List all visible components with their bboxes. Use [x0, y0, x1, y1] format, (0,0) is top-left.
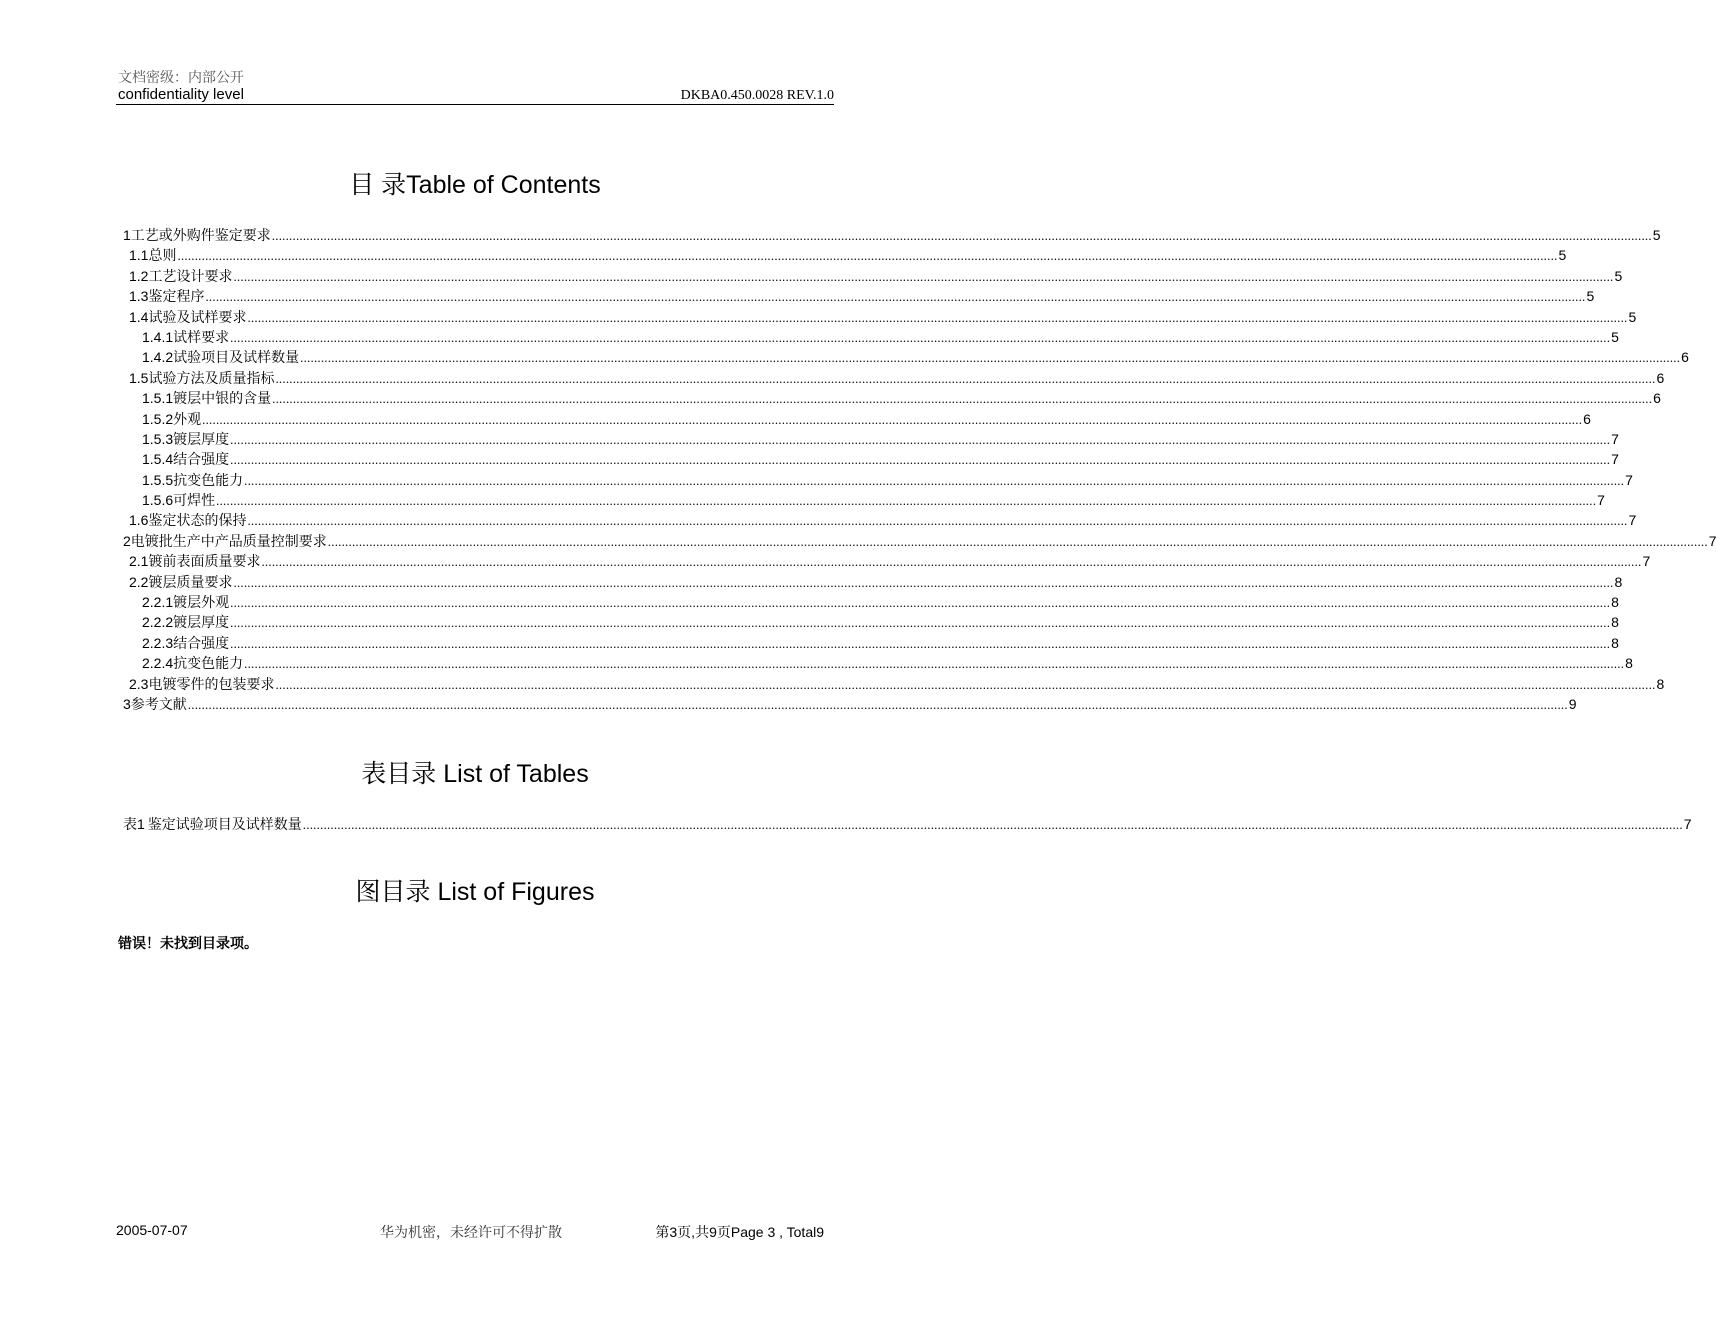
- table-list-page: 7: [1683, 816, 1692, 832]
- toc-entry[interactable]: [120, 388, 1661, 408]
- toc-entry[interactable]: [120, 633, 1619, 653]
- toc-entry-page: 5: [1611, 328, 1619, 345]
- toc-entry-title: 镀层质量要求: [148, 573, 233, 593]
- toc-entry[interactable]: [120, 286, 1595, 306]
- toc-entry-title: 结合强度: [173, 634, 230, 654]
- toc-entry-number: 2.2.3: [142, 634, 174, 651]
- toc-entry-page: 8: [1611, 614, 1619, 631]
- toc-dot-leader: ................................................................................................................................................................................................................................................................................................................................................................................................................: [230, 635, 1611, 651]
- toc-dot-leader: ................................................................................................................................................................................................................................................................................................................................................................................................................: [177, 248, 1558, 264]
- toc-entry-number: 2.3: [129, 675, 149, 692]
- toc-entry-title: 总则: [148, 246, 177, 266]
- toc-entry-number: 1.3: [129, 288, 149, 305]
- toc-dot-leader: ................................................................................................................................................................................................................................................................................................................................................................................................................: [233, 268, 1614, 284]
- toc-entry-title: 电镀零件的包装要求: [148, 675, 275, 695]
- toc-entry-title: 外观: [173, 410, 202, 430]
- toc-entry-number: 1.4.1: [142, 328, 174, 345]
- toc-entry-page: 8: [1656, 675, 1665, 692]
- header-security-en: confidentiality level: [118, 86, 244, 103]
- toc-entry-page: 7: [1611, 451, 1619, 468]
- toc-dot-leader: ................................................................................................................................................................................................................................................................................................................................................................................................................: [275, 676, 1656, 692]
- toc-dot-leader: ................................................................................................................................................................................................................................................................................................................................................................................................................: [247, 513, 1628, 529]
- toc-entry-number: 1.2: [129, 267, 149, 284]
- toc-entry-page: 6: [1681, 349, 1689, 366]
- toc-dot-leader: ................................................................................................................................................................................................................................................................................................................................................................................................................: [247, 309, 1628, 325]
- toc-entry-number: 1.5.3: [142, 430, 174, 447]
- toc-entry-number: 2.2.4: [142, 655, 174, 672]
- toc-entry-title: 镀层厚度: [173, 430, 230, 450]
- toc-dot-leader: ................................................................................................................................................................................................................................................................................................................................................................................................................: [187, 696, 1568, 712]
- footer-date: 2005-07-07: [116, 1222, 188, 1238]
- toc-entry-number: 2.1: [129, 553, 149, 570]
- footer-page-info: 第3页,共9页Page 3 , Total9: [655, 1224, 824, 1240]
- table-list-title: 鉴定试验项目及试样数量: [148, 815, 303, 835]
- toc-entry[interactable]: [120, 470, 1633, 490]
- toc-entry-title: 试验项目及试样数量: [173, 348, 300, 368]
- toc-entry-page: 8: [1611, 634, 1619, 651]
- toc-entry-page: 8: [1614, 573, 1623, 590]
- toc-entry-number: 2.2.1: [142, 594, 174, 611]
- toc-entry-number: 2: [123, 532, 131, 549]
- toc-entry-number: 1.5.1: [142, 390, 174, 407]
- toc-dot-leader: ................................................................................................................................................................................................................................................................................................................................................................................................................: [230, 431, 1611, 447]
- toc-entry[interactable]: [120, 674, 1665, 694]
- toc-entry-page: 7: [1611, 430, 1619, 447]
- toc-entry-title: 试样要求: [173, 328, 230, 348]
- toc-entry[interactable]: [120, 368, 1665, 388]
- toc-entry-title: 抗变色能力: [173, 654, 244, 674]
- header-security-cn: 文档密级：内部公开: [118, 70, 244, 86]
- tables-list: [120, 814, 1692, 834]
- toc-list: [120, 225, 1717, 714]
- toc-entry-page: 5: [1614, 267, 1623, 284]
- toc-entry[interactable]: [120, 510, 1637, 530]
- toc-entry[interactable]: [120, 694, 1577, 714]
- toc-entry[interactable]: [120, 409, 1591, 429]
- toc-entry-page: 6: [1656, 369, 1665, 386]
- footer-confidential: 华为机密，未经许可不得扩散: [380, 1225, 562, 1241]
- toc-entry-page: 5: [1586, 288, 1595, 305]
- toc-entry-page: 8: [1625, 655, 1633, 672]
- toc-entry-number: 1.4.2: [142, 349, 174, 366]
- tables-heading: 表目录 List of Tables: [361, 760, 589, 788]
- toc-entry-number: 1.4: [129, 308, 149, 325]
- toc-entry[interactable]: [120, 490, 1605, 510]
- toc-entry-number: 1.6: [129, 512, 149, 529]
- header-rule: [116, 104, 834, 105]
- toc-dot-leader: ................................................................................................................................................................................................................................................................................................................................................................................................................: [275, 370, 1656, 386]
- toc-entry-title: 镀层外观: [173, 593, 230, 613]
- toc-dot-leader: ................................................................................................................................................................................................................................................................................................................................................................................................................: [300, 350, 1681, 366]
- toc-entry-page: 9: [1568, 695, 1577, 712]
- toc-entry-page: 5: [1628, 308, 1637, 325]
- toc-heading: 目 录Table of Contents: [349, 171, 601, 199]
- toc-dot-leader: ................................................................................................................................................................................................................................................................................................................................................................................................................: [202, 411, 1583, 427]
- toc-entry-number: 2.2.2: [142, 614, 174, 631]
- toc-dot-leader: ................................................................................................................................................................................................................................................................................................................................................................................................................: [216, 493, 1597, 509]
- toc-entry-title: 试验方法及质量指标: [148, 369, 275, 389]
- toc-entry-number: 3: [123, 695, 131, 712]
- toc-entry[interactable]: [120, 449, 1619, 469]
- toc-entry-title: 鉴定状态的保持: [148, 511, 247, 531]
- toc-dot-leader: ................................................................................................................................................................................................................................................................................................................................................................................................................: [230, 615, 1611, 631]
- toc-entry-title: 镀前表面质量要求: [148, 552, 261, 572]
- toc-dot-leader: ................................................................................................................................................................................................................................................................................................................................................................................................................: [261, 554, 1642, 570]
- toc-entry-page: 7: [1642, 553, 1651, 570]
- toc-entry-number: 1.1: [129, 247, 149, 264]
- toc-entry[interactable]: [120, 551, 1651, 571]
- toc-entry-page: 7: [1708, 532, 1717, 549]
- table-list-dot-leader: ................................................................................................................................................................................................................................................................................................................................................................................................................: [302, 817, 1683, 832]
- toc-entry-number: 1.5: [129, 369, 149, 386]
- toc-entry-number: 2.2: [129, 573, 149, 590]
- figures-error-text: 错误！未找到目录项。: [118, 936, 258, 952]
- toc-entry-title: 镀层厚度: [173, 613, 230, 633]
- toc-dot-leader: ................................................................................................................................................................................................................................................................................................................................................................................................................: [230, 595, 1611, 611]
- toc-entry-number: 1.5.2: [142, 410, 174, 427]
- toc-entry-title: 工艺或外购件鉴定要求: [131, 226, 272, 246]
- toc-entry[interactable]: [120, 266, 1623, 286]
- toc-dot-leader: ................................................................................................................................................................................................................................................................................................................................................................................................................: [205, 289, 1586, 305]
- toc-entry[interactable]: [120, 429, 1619, 449]
- toc-entry-title: 鉴定程序: [148, 287, 205, 307]
- toc-entry-page: 6: [1583, 410, 1591, 427]
- toc-entry-title: 可焊性: [173, 491, 216, 511]
- toc-dot-leader: ................................................................................................................................................................................................................................................................................................................................................................................................................: [244, 656, 1625, 672]
- toc-dot-leader: ................................................................................................................................................................................................................................................................................................................................................................................................................: [271, 228, 1652, 243]
- toc-entry-page: 7: [1625, 471, 1633, 488]
- toc-dot-leader: ................................................................................................................................................................................................................................................................................................................................................................................................................: [230, 452, 1611, 468]
- toc-entry-page: 8: [1611, 594, 1619, 611]
- toc-entry-number: 1.5.5: [142, 471, 174, 488]
- toc-entry-title: 参考文献: [131, 695, 188, 715]
- toc-entry-title: 镀层中银的含量: [173, 389, 272, 409]
- toc-entry[interactable]: [120, 225, 1661, 245]
- toc-entry[interactable]: [120, 531, 1717, 551]
- toc-dot-leader: ................................................................................................................................................................................................................................................................................................................................................................................................................: [244, 472, 1625, 488]
- toc-entry-title: 抗变色能力: [173, 471, 244, 491]
- toc-entry-number: 1: [123, 227, 131, 243]
- toc-entry-page: 7: [1628, 512, 1637, 529]
- toc-entry-page: 7: [1597, 492, 1605, 509]
- toc-dot-leader: ................................................................................................................................................................................................................................................................................................................................................................................................................: [327, 533, 1708, 549]
- toc-entry-title: 结合强度: [173, 450, 230, 470]
- toc-entry[interactable]: [120, 653, 1633, 673]
- toc-entry-page: 5: [1652, 227, 1661, 243]
- toc-entry[interactable]: [120, 327, 1619, 347]
- toc-entry[interactable]: [120, 612, 1619, 632]
- toc-entry[interactable]: [120, 572, 1623, 592]
- table-list-label: 表1: [123, 816, 145, 832]
- figures-heading: 图目录 List of Figures: [355, 878, 595, 906]
- toc-dot-leader: ................................................................................................................................................................................................................................................................................................................................................................................................................: [272, 391, 1653, 407]
- toc-entry[interactable]: [120, 307, 1637, 327]
- header-doc-id: DKBA0.450.0028 REV.1.0: [680, 88, 834, 103]
- toc-entry-title: 工艺设计要求: [148, 267, 233, 287]
- toc-dot-leader: ................................................................................................................................................................................................................................................................................................................................................................................................................: [233, 574, 1614, 590]
- toc-entry-number: 1.5.4: [142, 451, 174, 468]
- toc-entry[interactable]: [120, 592, 1619, 612]
- toc-entry-page: 6: [1653, 390, 1661, 407]
- toc-entry-number: 1.5.6: [142, 492, 174, 509]
- toc-entry-page: 5: [1558, 247, 1567, 264]
- toc-entry-title: 试验及试样要求: [148, 308, 247, 328]
- toc-dot-leader: ................................................................................................................................................................................................................................................................................................................................................................................................................: [230, 329, 1611, 345]
- toc-entry[interactable]: [120, 245, 1567, 265]
- table-list-entry[interactable]: [120, 814, 1692, 834]
- toc-entry[interactable]: [120, 347, 1689, 367]
- toc-entry-title: 电镀批生产中产品质量控制要求: [131, 532, 328, 552]
